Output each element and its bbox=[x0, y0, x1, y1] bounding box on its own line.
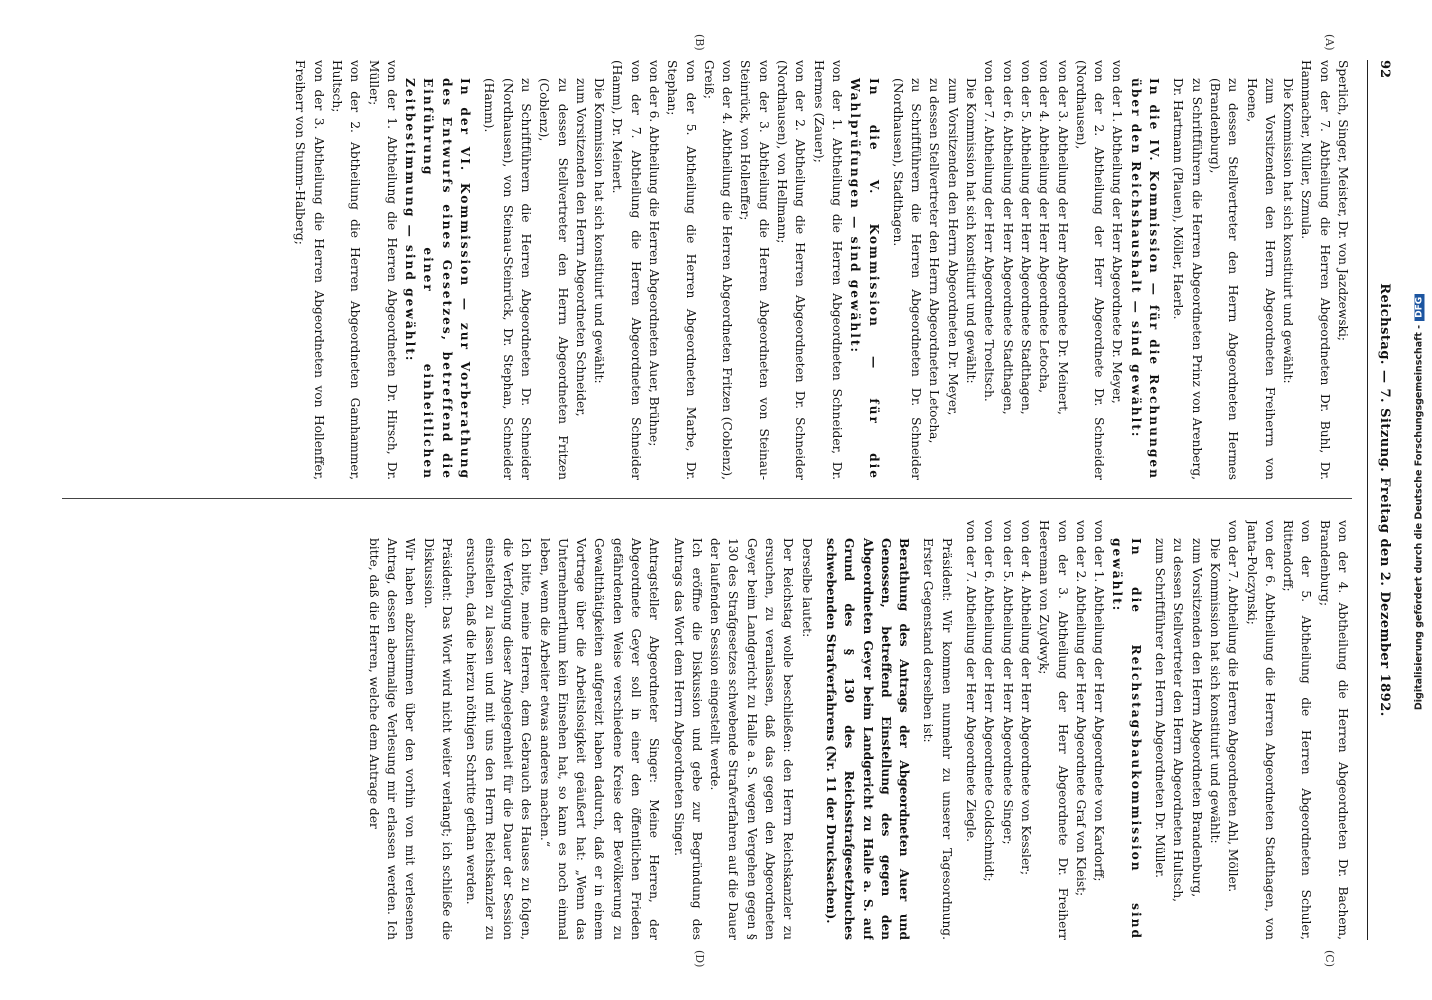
margin-mark-c: (C) bbox=[1323, 950, 1336, 967]
paragraph: zum Vorsitzenden den Herrn Abgeordneten Freiherrn von Hoene, bbox=[1244, 78, 1277, 480]
column-divider bbox=[62, 498, 1352, 499]
right-column bbox=[52, 520, 1352, 940]
paragraph: von der 2. Abtheilung die Herren Abgeordneten Gamhammer, Hultsch; bbox=[329, 60, 363, 480]
paragraph: In die V. Kommission — für die Wahlprüfungen — sind gewählt: bbox=[848, 78, 881, 480]
paragraph: von der 5. Abtheilung der Herr Abgeordnete Singer; bbox=[1000, 520, 1015, 845]
dfg-credit-text: Digitalisierung gefördert durch die Deutsche Forschungsgemeinschaft - bbox=[1413, 324, 1425, 711]
paragraph: von der 7. Abtheilung der Herr Abgeordnete Ziegle. bbox=[964, 520, 979, 842]
paragraph: von der 4. Abtheilung die Herren Abgeordneten Fritzen (Coblenz), Greiß; bbox=[701, 60, 735, 480]
paragraph: Wir haben abzustimmen über den vorhin von mit verlesenen Antrag, dessen abermalige Verlesung mir erlassen werden. Ich bitte, daß die Herren, welche dem Antrage der bbox=[366, 538, 418, 940]
page-number: 92 bbox=[1377, 60, 1392, 79]
paragraph: von der 3. Abtheilung die Herren Abgeordneten von Steinau-Steinrück, von Hollenffer; bbox=[738, 60, 771, 480]
paragraph: zum Vorsitzenden den Herrn Abgeordneten Brandenburg, bbox=[1189, 538, 1204, 898]
paragraph: Die Kommission hat sich konstituirt und gewählt: bbox=[592, 78, 607, 384]
paragraph: von der 6. Abtheilung der Herr Abgeordnete Goldschmidt; bbox=[982, 520, 997, 882]
paragraph: von der 4. Abtheilung der Herr Abgeordnete Letocha, bbox=[1037, 60, 1052, 393]
paragraph: zum Vorsitzenden den Herrn Abgeordneten Schneider, bbox=[573, 78, 588, 417]
paragraph: von der 6. Abtheilung der Herr Abgeordnete Stadthagen, bbox=[1000, 60, 1015, 415]
paragraph: von der 7. Abtheilung die Herren Abgeordneten Ahl, Möller. bbox=[1226, 520, 1241, 893]
paragraph: zu dessen Stellvertreter den Herrn Abgeordneten Letocha, bbox=[927, 78, 942, 444]
page-body bbox=[26, 20, 1406, 980]
left-column bbox=[52, 60, 1352, 480]
paragraph: von der 3. Abtheilung der Herr Abgeordnete Dr. Meinert, bbox=[1055, 60, 1070, 415]
paragraph: von der 5. Abtheilung die Herren Abgeordneten Marbe, Dr. Stephan; bbox=[665, 60, 698, 480]
paragraph: von der 7. Abtheilung die Herren Abgeordneten Dr. Buhl, Dr. Hammacher, Müller, Szmula. bbox=[1299, 60, 1332, 480]
paragraph: zu dessen Stellvertreter den Herrn Abgeordneten Hermes (Brandenburg), bbox=[1207, 78, 1241, 480]
margin-mark-a: (A) bbox=[1323, 34, 1336, 51]
paragraph: Ich bitte, meine Herren, dem Gebrauch des Hauses zu folgen, die Verfolgung dieser Angelegenheit für die Dauer der Session einstellen zu lassen und mit uns den Herrn Reichskanzler zu ersuchen, daß die hierzu nöthigen Schritte gethan werden. bbox=[464, 538, 534, 940]
paragraph: Sperlich, Singer, Meister, Dr. von Jazdzewski; bbox=[1336, 60, 1350, 341]
paragraph: Die Kommission hat sich konstituirt und gewählt: bbox=[1207, 538, 1222, 844]
paragraph: zum Vorsitzenden den Herrn Abgeordneten Dr. Meyer, bbox=[945, 78, 960, 416]
dfg-credit-strip bbox=[1408, 6, 1430, 998]
paragraph: von der 7. Abtheilung die Herren Abgeordneten Schneider (Hamm), Dr. Meinert. bbox=[610, 60, 643, 480]
dfg-credit bbox=[1414, 202, 1425, 802]
paragraph: von der 2. Abtheilung die Herren Abgeordneten Dr. Schneider (Nordhausen), von Hellmann; bbox=[775, 60, 808, 480]
page-header bbox=[1367, 60, 1398, 940]
paragraph: In die Reichstagsbaukommission sind gewählt: bbox=[1110, 538, 1143, 940]
paragraph: Antragsteller Abgeordneter Singer: Meine Herren, der Abgeordnete Geyer soll in einer den öffentlichen Frieden gefährdenden Weise verschiedene Kreise der Bevölkerung zu Gewaltthätigkeiten aufgereizt haben dadurch, daß er in einem Vortrage über die Arbeitslosigkeit geäußert hat: „Wenn das Unternehmerthum kein Einsehen hat, so kann es noch einmal leben, wenn die Arbeiter etwas anderes machen.“ bbox=[537, 538, 662, 940]
paragraph: von der 1. Abtheilung der Herr Abgeordnete Dr. Meyer, bbox=[1110, 60, 1125, 404]
paragraph: von der 2. Abtheilung der Herr Abgeordnete Graf von Kleist; bbox=[1073, 520, 1088, 897]
paragraph: Die Kommission hat sich konstituirt und gewählt: bbox=[1281, 78, 1296, 384]
paragraph: Präsident: Wir kommen nunmehr zu unserer Tagesordnung. Erster Gegenstand derselben ist: bbox=[921, 538, 954, 940]
paragraph: Präsident: Das Wort wird nicht weiter verlangt; ich schließe die Diskussion. bbox=[421, 538, 455, 940]
paragraph: zu Schriftführern die Herren Abgeordneten Dr. Schneider (Nordhausen), Stadthagen. bbox=[890, 78, 924, 480]
paragraph: Berathung des Antrags der Abgeordneten Auer und Genossen, betreffend Einstellung des gegen den Abgeordneten Geyer beim Landgericht zu Halle a. S. auf Grund des § 130 des Reichsstrafgesetzbuches schwebenden Strafverfahrens (Nr. 11 der Drucksachen). bbox=[823, 538, 912, 940]
paragraph: von der 1. Abtheilung die Herren Abgeordneten Schneider, Dr. Hermes (Zauer); bbox=[811, 60, 844, 480]
paragraph: zu Schriftführern die Herren Abgeordneten Dr. Schneider (Nordhausen), von Steinau-Steinrück, Dr. Stephan, Schneider (Hamm). bbox=[482, 78, 533, 480]
paragraph: von der 5. Abtheilung der Herr Abgeordnete Stadthagen, bbox=[1018, 60, 1033, 415]
margin-mark-d: (D) bbox=[693, 950, 706, 968]
dfg-logo: DFG bbox=[1415, 294, 1425, 321]
paragraph: von der 6. Abtheilung die Herren Abgeordneten Stadthagen, von Janta-Polczynski; bbox=[1244, 520, 1277, 940]
rotated-page bbox=[26, 20, 1406, 980]
paragraph: von der 6. Abtheilung die Herren Abgeordneten Auer, Brühne; bbox=[647, 60, 662, 447]
paragraph: von der 4. Abtheilung der Herr Abgeordnete von Kessler; bbox=[1018, 520, 1033, 876]
paragraph: Die Kommission hat sich konstituirt und gewählt: bbox=[964, 78, 979, 384]
margin-mark-b: (B) bbox=[693, 34, 706, 51]
paragraph: Der Reichstag wolle beschließen: den Herrn Reichskanzler zu ersuchen, zu veranlassen, daß das gegen den Abgeordneten Geyer beim Landgericht zu Halle a. S. wegen Vergehen gegen § 130 des Strafgesetzes schwebende Strafverfahren auf die Dauer der laufenden Session eingestellt werde. bbox=[708, 538, 796, 940]
paragraph: zum Schriftführer den Herrn Abgeordneten Dr. Müller. bbox=[1153, 538, 1168, 878]
paragraph: von der 4. Abtheilung die Herren Abgeordneten Dr. Bachem, Brandenburg; bbox=[1317, 520, 1350, 940]
paragraph: Derselbe lautet: bbox=[799, 538, 814, 638]
paragraph: von der 2. Abtheilung der Herr Abgeordnete Dr. Schneider (Nordhausen), bbox=[1073, 60, 1107, 480]
paragraph: von der 5. Abtheilung die Herren Abgeordneten Schuler, Rittendorff; bbox=[1281, 520, 1314, 940]
paragraph: In der VI. Kommission — zur Vorberathung des Entwurfs eines Gesetzes, betreffend die Einführung einer einheitlichen Zeitbestimmung — sind gewählt: bbox=[403, 78, 473, 480]
paragraph: von der 1. Abtheilung die Herren Abgeordneten Dr. Hirsch, Dr. Müller; bbox=[366, 60, 399, 480]
paragraph: In die IV. Kommission — für die Rechnungen über den Reichshaushalt — sind gewählt: bbox=[1128, 78, 1162, 480]
paragraph: von der 3. Abtheilung der Herr Abgeordnete Dr. Freiherr Heereman von Zuydwyk; bbox=[1037, 520, 1070, 940]
page-title: Reichstag. — 7. Sitzung. Freitag den 2. Dezember 1892. bbox=[1377, 283, 1392, 717]
paragraph: von der 1. Abtheilung der Herr Abgeordnete von Kardorff; bbox=[1092, 520, 1107, 882]
paragraph: zu dessen Stellvertreter den Herrn Abgeordneten Hultsch, bbox=[1171, 538, 1186, 903]
paragraph: von der 3. Abtheilung die Herren Abgeordneten von Hollenffer, Freiherr von Stumm-Halberg; bbox=[293, 60, 326, 480]
paragraph: zu Schriftführern die Herren Abgeordneten Prinz von Arenberg, Dr. Hartmann (Plauen), Möller, Haerle. bbox=[1171, 78, 1204, 480]
paragraph: von der 7. Abtheilung der Herr Abgeordnete Troeltsch. bbox=[982, 60, 997, 402]
paragraph: Ich eröffne die Diskussion und gebe zur Begründung des Antrags das Wort dem Herrn Abgeordneten Singer. bbox=[671, 538, 704, 940]
paragraph: zu dessen Stellvertreter den Herrn Abgeordneten Fritzen (Coblenz), bbox=[537, 78, 570, 480]
